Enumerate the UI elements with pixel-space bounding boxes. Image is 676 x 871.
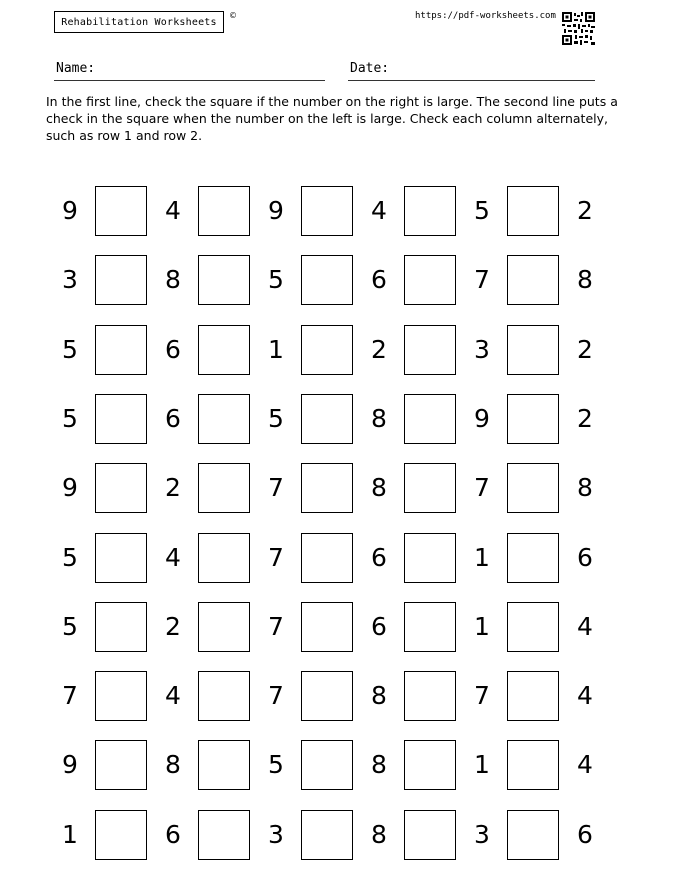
number-cell: 7 xyxy=(268,612,284,641)
check-square[interactable] xyxy=(404,255,456,305)
number-cell: 4 xyxy=(577,681,593,710)
number-cell: 8 xyxy=(371,404,387,433)
number-cell: 9 xyxy=(474,404,490,433)
check-square[interactable] xyxy=(507,186,559,236)
number-cell: 9 xyxy=(62,473,78,502)
check-square[interactable] xyxy=(507,463,559,513)
check-square[interactable] xyxy=(95,671,147,721)
check-square[interactable] xyxy=(95,463,147,513)
copyright-mark: © xyxy=(229,11,237,20)
number-cell: 1 xyxy=(268,335,284,364)
check-square[interactable] xyxy=(198,602,250,652)
check-square[interactable] xyxy=(198,671,250,721)
number-cell: 8 xyxy=(371,750,387,779)
number-cell: 1 xyxy=(62,820,78,849)
check-square[interactable] xyxy=(404,325,456,375)
check-square[interactable] xyxy=(507,602,559,652)
check-square[interactable] xyxy=(301,602,353,652)
number-cell: 8 xyxy=(577,473,593,502)
number-cell: 8 xyxy=(577,265,593,294)
number-cell: 7 xyxy=(474,681,490,710)
check-square[interactable] xyxy=(95,325,147,375)
number-cell: 6 xyxy=(577,820,593,849)
check-square[interactable] xyxy=(198,463,250,513)
name-label: Name: xyxy=(56,61,96,76)
number-cell: 5 xyxy=(474,196,490,225)
check-square[interactable] xyxy=(404,671,456,721)
check-square[interactable] xyxy=(198,186,250,236)
number-cell: 8 xyxy=(165,265,181,294)
number-cell: 9 xyxy=(268,196,284,225)
check-square[interactable] xyxy=(301,394,353,444)
check-square[interactable] xyxy=(198,394,250,444)
number-cell: 3 xyxy=(62,265,78,294)
number-cell: 1 xyxy=(474,612,490,641)
number-cell: 5 xyxy=(62,543,78,572)
number-cell: 4 xyxy=(577,750,593,779)
check-square[interactable] xyxy=(95,740,147,790)
number-cell: 2 xyxy=(577,404,593,433)
check-square[interactable] xyxy=(301,463,353,513)
check-square[interactable] xyxy=(95,394,147,444)
check-square[interactable] xyxy=(198,325,250,375)
number-cell: 8 xyxy=(371,473,387,502)
check-square[interactable] xyxy=(198,740,250,790)
check-square[interactable] xyxy=(301,671,353,721)
check-square[interactable] xyxy=(404,602,456,652)
number-cell: 4 xyxy=(371,196,387,225)
check-square[interactable] xyxy=(301,255,353,305)
number-cell: 6 xyxy=(165,820,181,849)
check-square[interactable] xyxy=(404,186,456,236)
number-cell: 2 xyxy=(577,335,593,364)
check-square[interactable] xyxy=(301,533,353,583)
number-cell: 7 xyxy=(268,681,284,710)
date-label: Date: xyxy=(350,61,390,76)
number-cell: 8 xyxy=(371,681,387,710)
number-cell: 8 xyxy=(371,820,387,849)
check-square[interactable] xyxy=(301,186,353,236)
number-cell: 2 xyxy=(165,612,181,641)
number-cell: 7 xyxy=(268,543,284,572)
worksheet-title: Rehabilitation Worksheets xyxy=(54,11,224,33)
number-cell: 7 xyxy=(62,681,78,710)
number-cell: 6 xyxy=(577,543,593,572)
number-cell: 5 xyxy=(62,404,78,433)
number-cell: 2 xyxy=(165,473,181,502)
check-square[interactable] xyxy=(507,740,559,790)
check-square[interactable] xyxy=(301,325,353,375)
number-cell: 4 xyxy=(165,196,181,225)
check-square[interactable] xyxy=(198,255,250,305)
number-cell: 5 xyxy=(268,265,284,294)
number-cell: 6 xyxy=(371,543,387,572)
number-cell: 6 xyxy=(165,335,181,364)
check-square[interactable] xyxy=(404,463,456,513)
number-cell: 4 xyxy=(165,543,181,572)
check-square[interactable] xyxy=(198,533,250,583)
check-square[interactable] xyxy=(404,740,456,790)
number-cell: 3 xyxy=(474,335,490,364)
number-cell: 6 xyxy=(371,265,387,294)
number-cell: 6 xyxy=(371,612,387,641)
number-cell: 7 xyxy=(268,473,284,502)
check-square[interactable] xyxy=(507,255,559,305)
check-square[interactable] xyxy=(95,533,147,583)
check-square[interactable] xyxy=(301,740,353,790)
number-cell: 3 xyxy=(268,820,284,849)
number-cell: 8 xyxy=(165,750,181,779)
number-cell: 2 xyxy=(371,335,387,364)
check-square[interactable] xyxy=(404,533,456,583)
check-square[interactable] xyxy=(301,810,353,860)
number-cell: 5 xyxy=(62,612,78,641)
number-cell: 4 xyxy=(577,612,593,641)
check-square[interactable] xyxy=(404,810,456,860)
number-cell: 9 xyxy=(62,750,78,779)
check-square[interactable] xyxy=(507,325,559,375)
number-cell: 6 xyxy=(165,404,181,433)
number-cell: 5 xyxy=(268,404,284,433)
number-cell: 4 xyxy=(165,681,181,710)
number-cell: 1 xyxy=(474,543,490,572)
check-square[interactable] xyxy=(95,810,147,860)
number-cell: 1 xyxy=(474,750,490,779)
number-cell: 7 xyxy=(474,265,490,294)
number-cell: 7 xyxy=(474,473,490,502)
instructions-text: In the first line, check the square if the number on the right is large. The second line puts a check in the square when the number on the left is large. Check each column alternately, such as row 1 and row 2. xyxy=(46,94,618,143)
site-url[interactable]: https://pdf-worksheets.com xyxy=(415,11,556,21)
check-square[interactable] xyxy=(507,533,559,583)
number-cell: 5 xyxy=(268,750,284,779)
check-square[interactable] xyxy=(507,671,559,721)
check-square[interactable] xyxy=(198,810,250,860)
check-square[interactable] xyxy=(95,602,147,652)
check-square[interactable] xyxy=(404,394,456,444)
check-square[interactable] xyxy=(507,810,559,860)
check-square[interactable] xyxy=(95,255,147,305)
number-cell: 2 xyxy=(577,196,593,225)
number-cell: 9 xyxy=(62,196,78,225)
number-cell: 3 xyxy=(474,820,490,849)
number-cell: 5 xyxy=(62,335,78,364)
check-square[interactable] xyxy=(507,394,559,444)
check-square[interactable] xyxy=(95,186,147,236)
